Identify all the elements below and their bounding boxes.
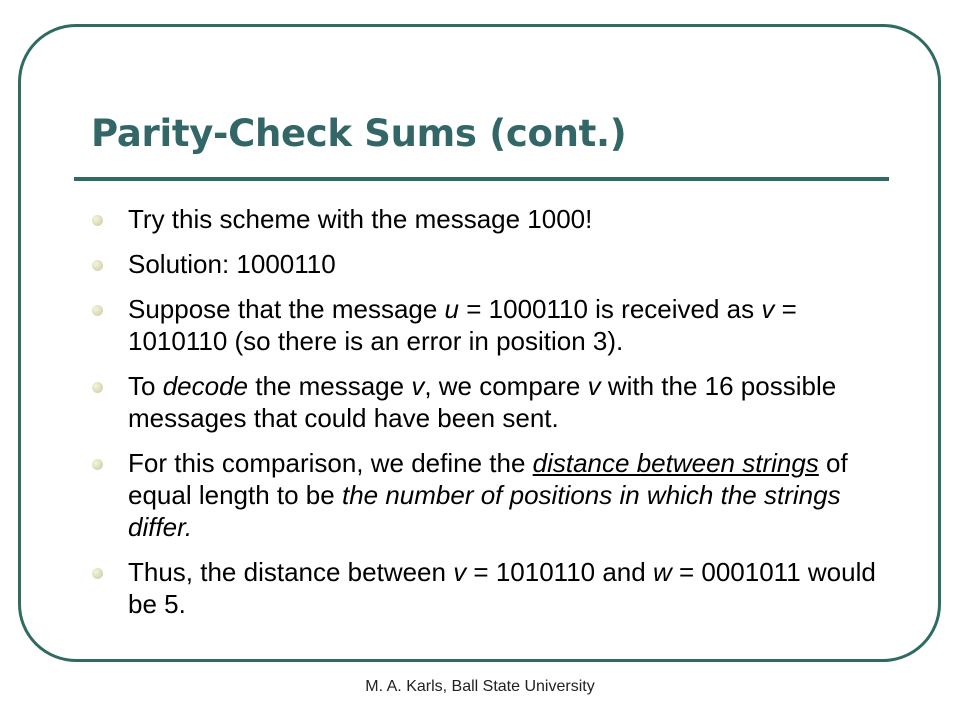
bullet-text: the message: [248, 371, 412, 401]
bullet-text: = 0001011 would be 5.: [128, 557, 876, 619]
emphasis-text: the number of positions in which the strings differ.: [128, 480, 841, 542]
bullet-dot-icon: [92, 382, 103, 393]
emphasis-text: decode: [162, 371, 248, 401]
bullet-dot-icon: [92, 215, 103, 226]
bullet-dot-icon: [92, 568, 103, 579]
bullet-text: = 1010110 and: [466, 557, 653, 587]
bullet-item: [90, 248, 890, 280]
emphasis-text: v: [453, 557, 467, 587]
bullet-dot-icon: [92, 305, 103, 316]
bullet-text: with the 16 possible messages that could have been sent.: [128, 371, 837, 433]
emphasis-text: u: [444, 294, 460, 324]
bullet-item: [90, 203, 890, 235]
bullet-dot-icon: [92, 459, 103, 470]
bullet-text: Try this scheme with the message 1000!: [128, 204, 593, 234]
slide-title: Parity-Check Sums (cont.): [91, 112, 627, 155]
emphasis-text: v: [761, 294, 775, 324]
bullet-dot-icon: [92, 260, 103, 271]
emphasis-text: v: [411, 371, 425, 401]
emphasis-text: v: [587, 371, 601, 401]
bullet-text: For this comparison, we define the: [128, 448, 533, 478]
bullet-text: of equal length to be: [128, 448, 848, 510]
bullet-text: Thus, the distance between: [128, 557, 454, 587]
slide-footer: M. A. Karls, Ball State University: [365, 678, 595, 695]
bullet-text: , we compare: [424, 371, 588, 401]
bullet-text: = 1010110 (so there is an error in position 3).: [128, 294, 797, 356]
bullet-item: [90, 293, 890, 357]
emphasis-text: distance between strings: [532, 448, 819, 478]
bullet-text: Solution: 1000110: [128, 249, 336, 279]
bullet-text: = 1000110 is received as: [459, 294, 762, 324]
bullet-text: Suppose that the message: [128, 294, 445, 324]
bullet-item: [90, 556, 890, 620]
title-underline: [74, 177, 889, 181]
bullet-text: To: [128, 371, 163, 401]
bullet-item: [90, 370, 890, 434]
bullet-list: [90, 203, 890, 633]
emphasis-text: w: [652, 557, 672, 587]
bullet-item: [90, 447, 890, 543]
